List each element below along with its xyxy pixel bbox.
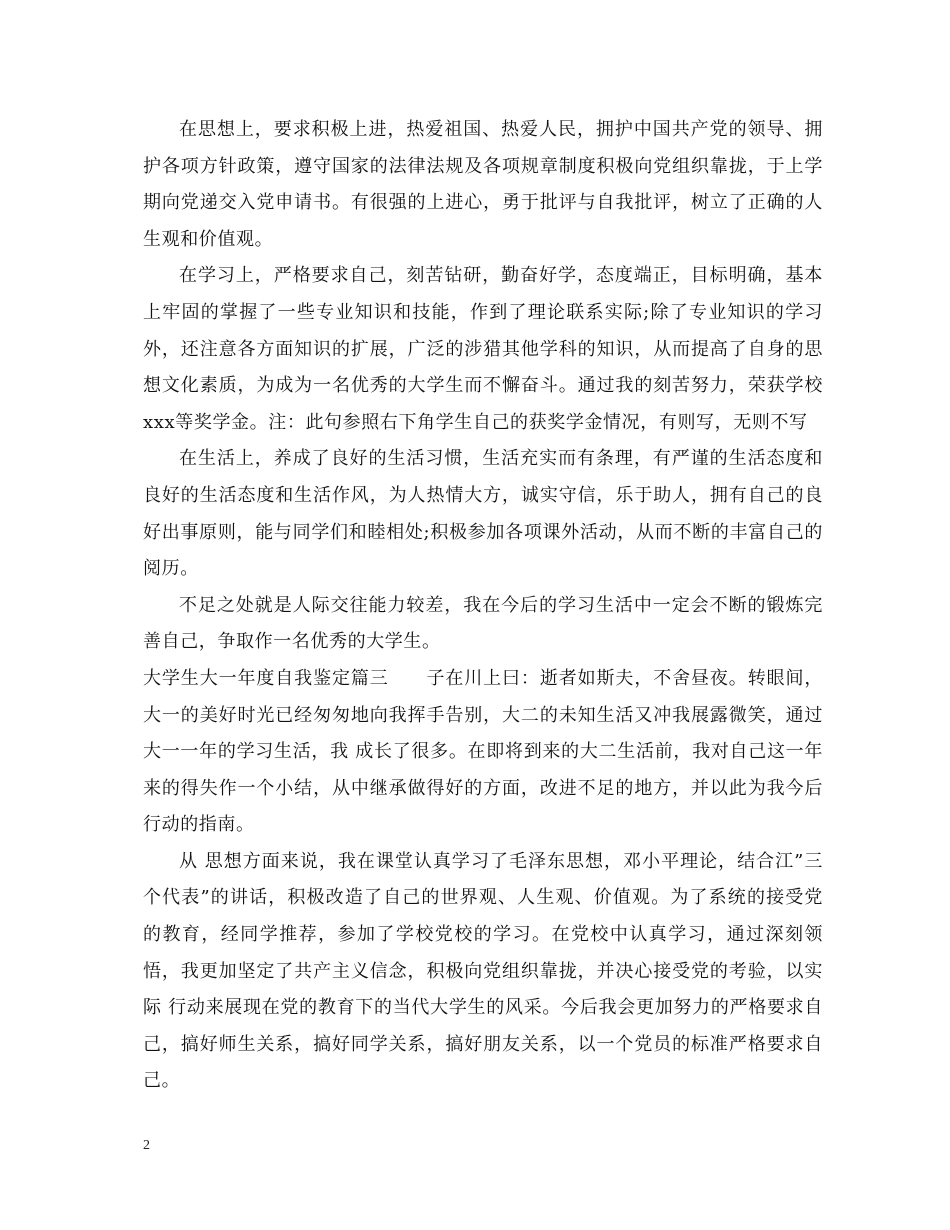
paragraph-section-three: 大学生大一年度自我鉴定篇三 子在川上曰：逝者如斯夫，不舍昼夜。转眼间，大一的美好时光已经匆匆地向我挥手告别，大二的未知生活又冲我展露微笑，通过大一一年的学习生活，我 成长了很多。在即将到来的大二生活前，我对自己这一年来的得失作一个小结，从中继承做得好的方面，改进不足的地方，并以此为我今后行动的指南。 (143, 667, 823, 836)
paragraph-life: 在生活上，养成了良好的生活习惯，生活充实而有条理，有严谨的生活态度和良好的生活态度和生活作风，为人热情大方，诚实守信，乐于助人，拥有自己的良好出事原则，能与同学们和睦相处;积极参加各项课外活动，从而不断的丰富自己的阅历。 (143, 448, 823, 580)
paragraph-study: 在学习上，严格要求自己，刻苦钻研，勤奋好学，态度端正，目标明确，基本上牢固的掌握了一些专业知识和技能，作到了理论联系实际;除了专业知识的学习外，还注意各方面知识的扩展，广泛的涉猎其他学科的知识，从而提高了自身的思想文化素质，为成为一名优秀的大学生而不懈奋斗。通过我的刻苦努力，荣获学校xxx等奖学金。注：此句参照右下角学生自己的获奖学金情况，有则写，无则不写 (143, 265, 823, 433)
paragraph-thought-aspect: 从 思想方面来说，我在课堂认真学习了毛泽东思想，邓小平理论，结合江”三个代表”的讲话，积极改造了自己的世界观、人生观、价值观。为了系统的接受党 的教育，经同学推荐，参加了学校党校的学习。在党校中认真学习，通过深刻领悟，我更加坚定了共产主义信念，积极向党组织靠拢，并决心接受党的考验，以实际 行动来展现在党的教育下的当代大学生的风采。今后我会更加努力的严格要求自己，搞好师生关系，搞好同学关系，搞好朋友关系，以一个党员的标准严格要求自 己。 (143, 850, 823, 1092)
document-body (143, 112, 823, 1100)
paragraph-ideology: 在思想上，要求积极上进，热爱祖国、热爱人民，拥护中国共产党的领导、拥护各项方针政策，遵守国家的法律法规及各项规章制度积极向党组织靠拢，于上学期向党递交入党申请书。有很强的上进心，勇于批评与自我批评，树立了正确的人生观和价值观。 (143, 119, 823, 250)
page-number: 2 (143, 1138, 150, 1153)
paragraph-shortcomings: 不足之处就是人际交往能力较差，我在今后的学习生活中一定会不断的锻炼完善自己，争取作一名优秀的大学生。 (143, 594, 823, 653)
